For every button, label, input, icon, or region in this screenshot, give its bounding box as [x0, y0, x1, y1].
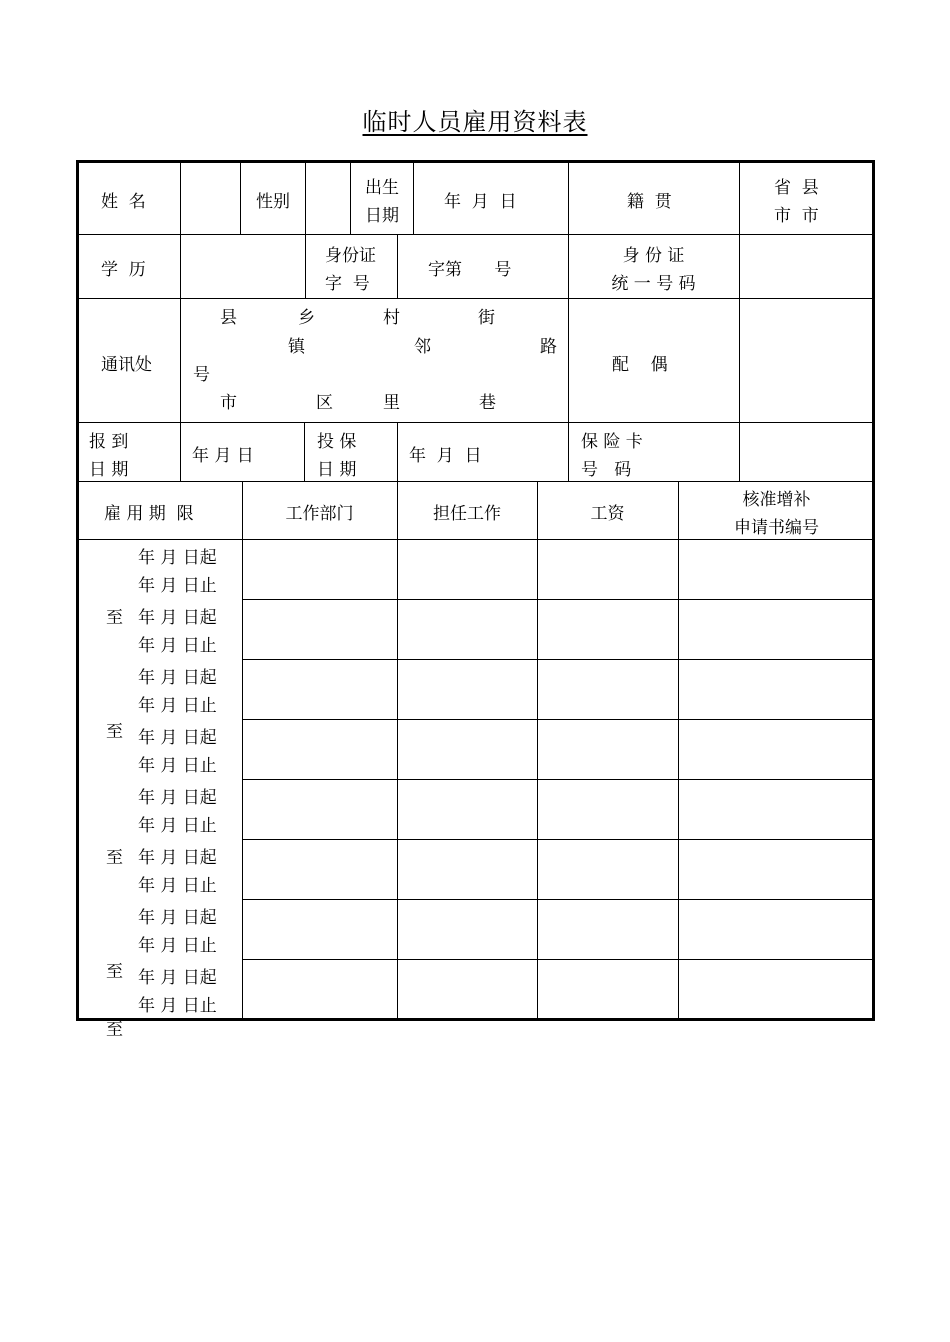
name-field[interactable]	[181, 163, 239, 233]
id-card-label-line2: 字 号	[325, 274, 370, 294]
native-place-line2[interactable]: 市 市	[774, 206, 819, 226]
address-town-label: 镇	[288, 337, 305, 357]
col-divider	[678, 481, 679, 1021]
report-date-label-line2: 日 期	[89, 460, 129, 480]
address-road-label: 路	[540, 337, 557, 357]
name-label: 姓 名	[101, 192, 146, 212]
gender-label: 性别	[256, 192, 290, 212]
col-divider	[568, 160, 569, 234]
insure-date-label-line2: 日 期	[317, 460, 357, 480]
form-title: 临时人员雇用资料表	[362, 108, 588, 136]
col-divider	[350, 160, 351, 234]
to-mark: 至	[106, 848, 123, 868]
period-end[interactable]: 年 月 日止	[138, 936, 217, 956]
address-village-label: 村	[383, 308, 400, 328]
approval-header-line1: 核准增补	[742, 490, 811, 510]
period-start[interactable]: 年 月 日起	[138, 788, 217, 808]
report-date-label-line1: 报 到	[89, 432, 129, 452]
unified-id-field[interactable]	[740, 235, 872, 297]
address-neighborhood-label: 邻	[414, 337, 431, 357]
period-end[interactable]: 年 月 日止	[138, 636, 217, 656]
to-mark: 至	[106, 608, 123, 628]
row-divider	[242, 899, 875, 900]
col-divider	[397, 481, 398, 1021]
spouse-label: 配 偶	[612, 355, 668, 375]
to-mark: 至	[106, 962, 123, 982]
gender-field[interactable]	[306, 163, 349, 233]
col-divider	[180, 422, 181, 481]
row-divider	[242, 959, 875, 960]
birth-label-line1: 出生	[365, 178, 399, 198]
insurance-card-label-line2: 号 码	[581, 460, 632, 480]
address-district-label: 区	[316, 393, 333, 413]
col-divider	[304, 422, 305, 481]
department-header: 工作部门	[285, 504, 354, 524]
id-number-field[interactable]: 字第 号	[428, 260, 512, 280]
row-divider	[242, 839, 875, 840]
address-county-label: 县	[220, 308, 237, 328]
insurance-card-label-line1: 保 险 卡	[581, 432, 643, 452]
col-divider	[413, 160, 414, 234]
approval-header-line2: 申请书编号	[734, 518, 819, 538]
row-divider	[76, 539, 875, 540]
to-mark: 至	[106, 722, 123, 742]
address-number-label: 号	[193, 365, 210, 385]
insurance-card-field[interactable]	[740, 423, 872, 480]
education-label: 学 历	[101, 260, 146, 280]
period-end[interactable]: 年 月 日止	[138, 576, 217, 596]
col-divider	[568, 298, 569, 422]
col-divider	[537, 481, 538, 1021]
period-start[interactable]: 年 月 日起	[138, 548, 217, 568]
duty-header: 担任工作	[433, 504, 501, 524]
contact-address-label: 通讯处	[101, 355, 152, 375]
unified-id-label-line1: 身 份 证	[622, 246, 685, 266]
birth-date-field[interactable]: 年 月 日	[444, 192, 517, 212]
period-end[interactable]: 年 月 日止	[138, 996, 217, 1016]
period-start[interactable]: 年 月 日起	[138, 908, 217, 928]
contact-address-field[interactable]	[181, 299, 567, 421]
period-start[interactable]: 年 月 日起	[138, 608, 217, 628]
native-place-label: 籍 贯	[627, 192, 672, 212]
spouse-field[interactable]	[740, 299, 872, 421]
native-place-line1[interactable]: 省 县	[774, 178, 819, 198]
col-divider	[397, 422, 398, 481]
address-street-label: 街	[478, 308, 495, 328]
col-divider	[305, 234, 306, 298]
period-end[interactable]: 年 月 日止	[138, 816, 217, 836]
to-mark: 至	[106, 1020, 123, 1040]
address-township-label: 乡	[298, 308, 315, 328]
period-start[interactable]: 年 月 日起	[138, 668, 217, 688]
address-city-label: 市	[220, 393, 237, 413]
address-li-label: 里	[383, 393, 400, 413]
period-end[interactable]: 年 月 日止	[138, 696, 217, 716]
id-card-label-line1: 身份证	[325, 246, 376, 266]
period-start[interactable]: 年 月 日起	[138, 728, 217, 748]
row-divider	[242, 659, 875, 660]
insure-date-field[interactable]: 年 月 日	[409, 446, 482, 466]
col-divider	[242, 481, 243, 1021]
row-divider	[76, 481, 875, 482]
report-date-field[interactable]: 年 月 日	[192, 446, 254, 466]
birth-label-line2: 日期	[365, 206, 399, 226]
row-divider	[242, 599, 875, 600]
col-divider	[568, 422, 569, 481]
salary-header: 工资	[590, 504, 625, 524]
period-start[interactable]: 年 月 日起	[138, 968, 217, 988]
education-field[interactable]	[181, 235, 304, 297]
row-divider	[242, 779, 875, 780]
period-end[interactable]: 年 月 日止	[138, 876, 217, 896]
address-lane-label: 巷	[479, 393, 496, 413]
insure-date-label-line1: 投 保	[317, 432, 357, 452]
period-end[interactable]: 年 月 日止	[138, 756, 217, 776]
col-divider	[397, 234, 398, 298]
col-divider	[240, 160, 241, 234]
employment-period-header: 雇 用 期 限	[104, 504, 194, 524]
col-divider	[739, 160, 740, 234]
row-divider	[242, 719, 875, 720]
period-start[interactable]: 年 月 日起	[138, 848, 217, 868]
unified-id-label-line2: 统 一 号 码	[611, 274, 696, 294]
